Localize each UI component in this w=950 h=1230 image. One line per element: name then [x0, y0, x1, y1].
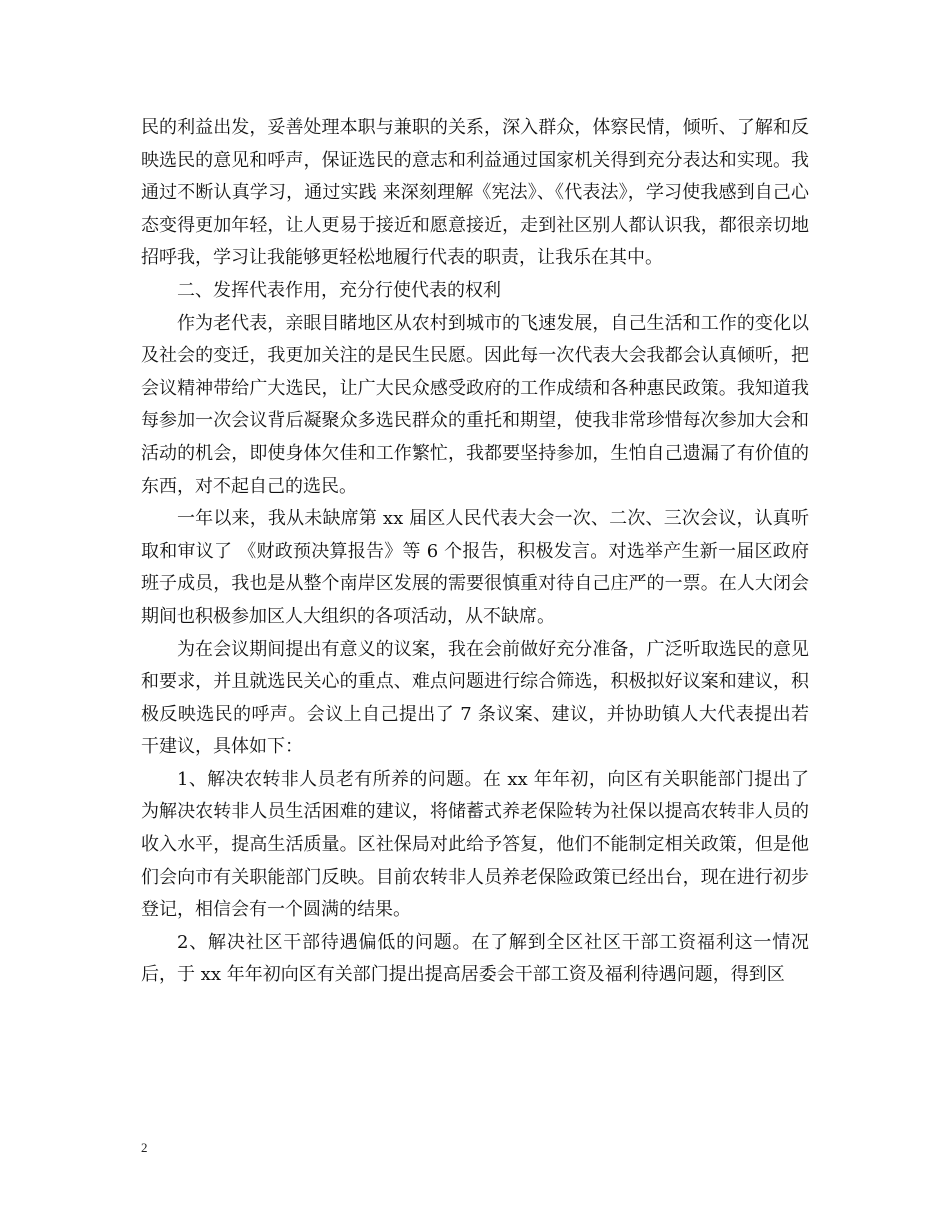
list-item: 1、解决农转非人员老有所养的问题。在 xx 年年初，向区有关职能部门提出了为解决农转非人员生活困难的建议，将储蓄式养老保险转为社保以提高农转非人员的收入水平，提高生活质量。区社保局对此给予答复，他们不能制定相关政策，但是他们会向市有关职能部门反映。目前农转非人员养老保险政策已经出台，现在进行初步登记，相信会有一个圆满的结果。 [141, 768, 809, 921]
page-number: 2 [141, 1140, 148, 1155]
paragraph: 一年以来，我从未缺席第 xx 届区人民代表大会一次、二次、三次会议，认真听取和审议了 《财政预决算报告》等 6 个报告，积极发言。对选举产生新一届区政府班子成员，我也是从整个南岸区发展的需要很慎重对待自己庄严的一票。在人大闭会期间也积极参加区人大组织的各项活动，从不缺席。 [141, 508, 809, 627]
list-item: 2、解决社区干部待遇偏低的问题。在了解到全区社区干部工资福利这一情况后，于 xx 年年初向区有关部门提出提高居委会干部工资及福利待遇问题，得到区 [141, 931, 809, 986]
body-text [141, 112, 809, 992]
paragraph: 为在会议期间提出有意义的议案，我在会前做好充分准备，广泛听取选民的意见和要求，并且就选民关心的重点、难点问题进行综合筛选，积极拟好议案和建议，积极反映选民的呼声。会议上自己提出了 7 条议案、建议，并协助镇人大代表提出若干建议，具体如下： [141, 638, 809, 758]
section-heading: 二、发挥代表作用，充分行使代表的权利 [177, 279, 501, 301]
paragraph: 作为老代表，亲眼目睹地区从农村到城市的飞速发展，自己生活和工作的变化以及社会的变迁，我更加关注的是民生民愿。因此每一次代表大会我都会认真倾听，把会议精神带给广大选民，让广大民众感受政府的工作成绩和各种惠民政策。我知道我每参加一次会议背后凝聚众多选民群众的重托和期望，使我非常珍惜每次参加大会和活动的机会，即使身体欠佳和工作繁忙，我都要坚持参加，生怕自己遗漏了有价值的东西，对不起自己的选民。 [141, 312, 809, 497]
paragraph: 民的利益出发，妥善处理本职与兼职的关系，深入群众，体察民情，倾听、了解和反映选民的意见和呼声，保证选民的意志和利益通过国家机关得到充分表达和实现。我通过不断认真学习，通过实践 来深刻理解《宪法》、《代表法》，学习使我感到自己心态变得更加年轻，让人更易于接近和愿意接近，走到社区别人都认识我，都很亲切地招呼我，学习让我能够更轻松地履行代表的职责，让我乐在其中。 [141, 117, 809, 269]
